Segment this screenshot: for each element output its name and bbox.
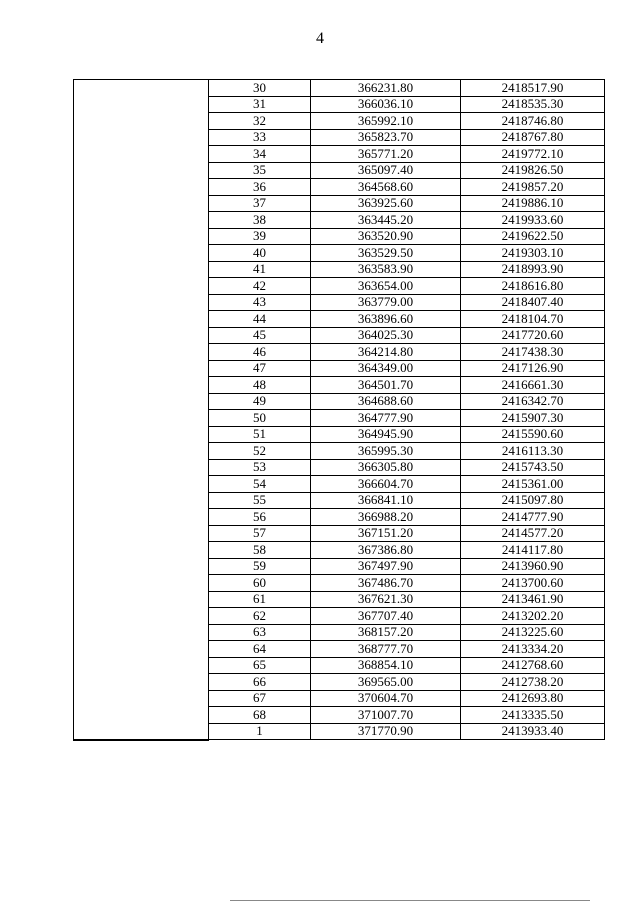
bottom-rule <box>230 900 590 901</box>
y-coordinate-cell: 2412738.20 <box>461 674 605 691</box>
point-number-cell: 66 <box>209 674 311 691</box>
point-number-cell: 36 <box>209 179 311 196</box>
y-coordinate-cell: 2419622.50 <box>461 228 605 245</box>
y-coordinate-cell: 2418993.90 <box>461 261 605 278</box>
point-number-cell: 38 <box>209 212 311 229</box>
point-number-cell: 43 <box>209 294 311 311</box>
x-coordinate-cell: 363896.60 <box>311 311 461 328</box>
x-coordinate-cell: 363925.60 <box>311 195 461 212</box>
coordinates-table <box>73 79 605 741</box>
x-coordinate-cell: 368777.70 <box>311 641 461 658</box>
x-coordinate-cell: 371770.90 <box>311 723 461 740</box>
page-number: 4 <box>316 30 324 47</box>
y-coordinate-cell: 2413202.20 <box>461 608 605 625</box>
point-number-cell: 31 <box>209 96 311 113</box>
point-number-cell: 63 <box>209 624 311 641</box>
point-number-cell: 30 <box>209 80 311 97</box>
y-coordinate-cell: 2415907.30 <box>461 410 605 427</box>
y-coordinate-cell: 2412693.80 <box>461 690 605 707</box>
point-number-cell: 33 <box>209 129 311 146</box>
y-coordinate-cell: 2416661.30 <box>461 377 605 394</box>
point-number-cell: 62 <box>209 608 311 625</box>
point-number-cell: 53 <box>209 459 311 476</box>
x-coordinate-cell: 369565.00 <box>311 674 461 691</box>
point-number-cell: 61 <box>209 591 311 608</box>
y-coordinate-cell: 2418517.90 <box>461 80 605 97</box>
x-coordinate-cell: 367386.80 <box>311 542 461 559</box>
x-coordinate-cell: 365992.10 <box>311 113 461 130</box>
x-coordinate-cell: 367621.30 <box>311 591 461 608</box>
y-coordinate-cell: 2414577.20 <box>461 525 605 542</box>
point-number-cell: 67 <box>209 690 311 707</box>
x-coordinate-cell: 364214.80 <box>311 344 461 361</box>
y-coordinate-cell: 2419886.10 <box>461 195 605 212</box>
x-coordinate-cell: 368157.20 <box>311 624 461 641</box>
x-coordinate-cell: 364688.60 <box>311 393 461 410</box>
x-coordinate-cell: 363779.00 <box>311 294 461 311</box>
x-coordinate-cell: 366231.80 <box>311 80 461 97</box>
point-number-cell: 52 <box>209 443 311 460</box>
y-coordinate-cell: 2413225.60 <box>461 624 605 641</box>
y-coordinate-cell: 2415590.60 <box>461 426 605 443</box>
point-number-cell: 54 <box>209 476 311 493</box>
point-number-cell: 50 <box>209 410 311 427</box>
x-coordinate-cell: 364349.00 <box>311 360 461 377</box>
x-coordinate-cell: 363445.20 <box>311 212 461 229</box>
point-number-cell: 35 <box>209 162 311 179</box>
point-number-cell: 59 <box>209 558 311 575</box>
y-coordinate-cell: 2417126.90 <box>461 360 605 377</box>
point-number-cell: 34 <box>209 146 311 163</box>
y-coordinate-cell: 2418407.40 <box>461 294 605 311</box>
x-coordinate-cell: 367707.40 <box>311 608 461 625</box>
y-coordinate-cell: 2418104.70 <box>461 311 605 328</box>
x-coordinate-cell: 364945.90 <box>311 426 461 443</box>
y-coordinate-cell: 2413700.60 <box>461 575 605 592</box>
y-coordinate-cell: 2413960.90 <box>461 558 605 575</box>
x-coordinate-cell: 365771.20 <box>311 146 461 163</box>
blank-merged-cell <box>74 80 209 740</box>
x-coordinate-cell: 364501.70 <box>311 377 461 394</box>
y-coordinate-cell: 2418535.30 <box>461 96 605 113</box>
point-number-cell: 47 <box>209 360 311 377</box>
point-number-cell: 51 <box>209 426 311 443</box>
y-coordinate-cell: 2419772.10 <box>461 146 605 163</box>
x-coordinate-cell: 363583.90 <box>311 261 461 278</box>
point-number-cell: 1 <box>209 723 311 740</box>
point-number-cell: 46 <box>209 344 311 361</box>
point-number-cell: 55 <box>209 492 311 509</box>
y-coordinate-cell: 2419826.50 <box>461 162 605 179</box>
y-coordinate-cell: 2419857.20 <box>461 179 605 196</box>
y-coordinate-cell: 2417720.60 <box>461 327 605 344</box>
point-number-cell: 42 <box>209 278 311 295</box>
x-coordinate-cell: 365823.70 <box>311 129 461 146</box>
x-coordinate-cell: 371007.70 <box>311 707 461 724</box>
x-coordinate-cell: 366036.10 <box>311 96 461 113</box>
point-number-cell: 32 <box>209 113 311 130</box>
table-row <box>74 80 605 97</box>
y-coordinate-cell: 2418616.80 <box>461 278 605 295</box>
x-coordinate-cell: 363529.50 <box>311 245 461 262</box>
x-coordinate-cell: 367497.90 <box>311 558 461 575</box>
y-coordinate-cell: 2415743.50 <box>461 459 605 476</box>
y-coordinate-cell: 2419933.60 <box>461 212 605 229</box>
y-coordinate-cell: 2415361.00 <box>461 476 605 493</box>
x-coordinate-cell: 366305.80 <box>311 459 461 476</box>
x-coordinate-cell: 365995.30 <box>311 443 461 460</box>
y-coordinate-cell: 2416113.30 <box>461 443 605 460</box>
y-coordinate-cell: 2413335.50 <box>461 707 605 724</box>
x-coordinate-cell: 366604.70 <box>311 476 461 493</box>
y-coordinate-cell: 2415097.80 <box>461 492 605 509</box>
point-number-cell: 40 <box>209 245 311 262</box>
x-coordinate-cell: 365097.40 <box>311 162 461 179</box>
point-number-cell: 44 <box>209 311 311 328</box>
point-number-cell: 57 <box>209 525 311 542</box>
x-coordinate-cell: 366841.10 <box>311 492 461 509</box>
x-coordinate-cell: 364777.90 <box>311 410 461 427</box>
point-number-cell: 60 <box>209 575 311 592</box>
point-number-cell: 41 <box>209 261 311 278</box>
point-number-cell: 48 <box>209 377 311 394</box>
coordinates-table-body <box>74 80 605 740</box>
point-number-cell: 58 <box>209 542 311 559</box>
x-coordinate-cell: 363654.00 <box>311 278 461 295</box>
y-coordinate-cell: 2417438.30 <box>461 344 605 361</box>
x-coordinate-cell: 370604.70 <box>311 690 461 707</box>
point-number-cell: 65 <box>209 657 311 674</box>
x-coordinate-cell: 368854.10 <box>311 657 461 674</box>
y-coordinate-cell: 2412768.60 <box>461 657 605 674</box>
y-coordinate-cell: 2418746.80 <box>461 113 605 130</box>
y-coordinate-cell: 2414777.90 <box>461 509 605 526</box>
y-coordinate-cell: 2414117.80 <box>461 542 605 559</box>
point-number-cell: 37 <box>209 195 311 212</box>
x-coordinate-cell: 367151.20 <box>311 525 461 542</box>
x-coordinate-cell: 367486.70 <box>311 575 461 592</box>
y-coordinate-cell: 2418767.80 <box>461 129 605 146</box>
y-coordinate-cell: 2413461.90 <box>461 591 605 608</box>
point-number-cell: 49 <box>209 393 311 410</box>
y-coordinate-cell: 2419303.10 <box>461 245 605 262</box>
point-number-cell: 39 <box>209 228 311 245</box>
y-coordinate-cell: 2413933.40 <box>461 723 605 740</box>
point-number-cell: 68 <box>209 707 311 724</box>
y-coordinate-cell: 2416342.70 <box>461 393 605 410</box>
x-coordinate-cell: 364025.30 <box>311 327 461 344</box>
x-coordinate-cell: 363520.90 <box>311 228 461 245</box>
point-number-cell: 56 <box>209 509 311 526</box>
point-number-cell: 64 <box>209 641 311 658</box>
x-coordinate-cell: 366988.20 <box>311 509 461 526</box>
y-coordinate-cell: 2413334.20 <box>461 641 605 658</box>
x-coordinate-cell: 364568.60 <box>311 179 461 196</box>
point-number-cell: 45 <box>209 327 311 344</box>
